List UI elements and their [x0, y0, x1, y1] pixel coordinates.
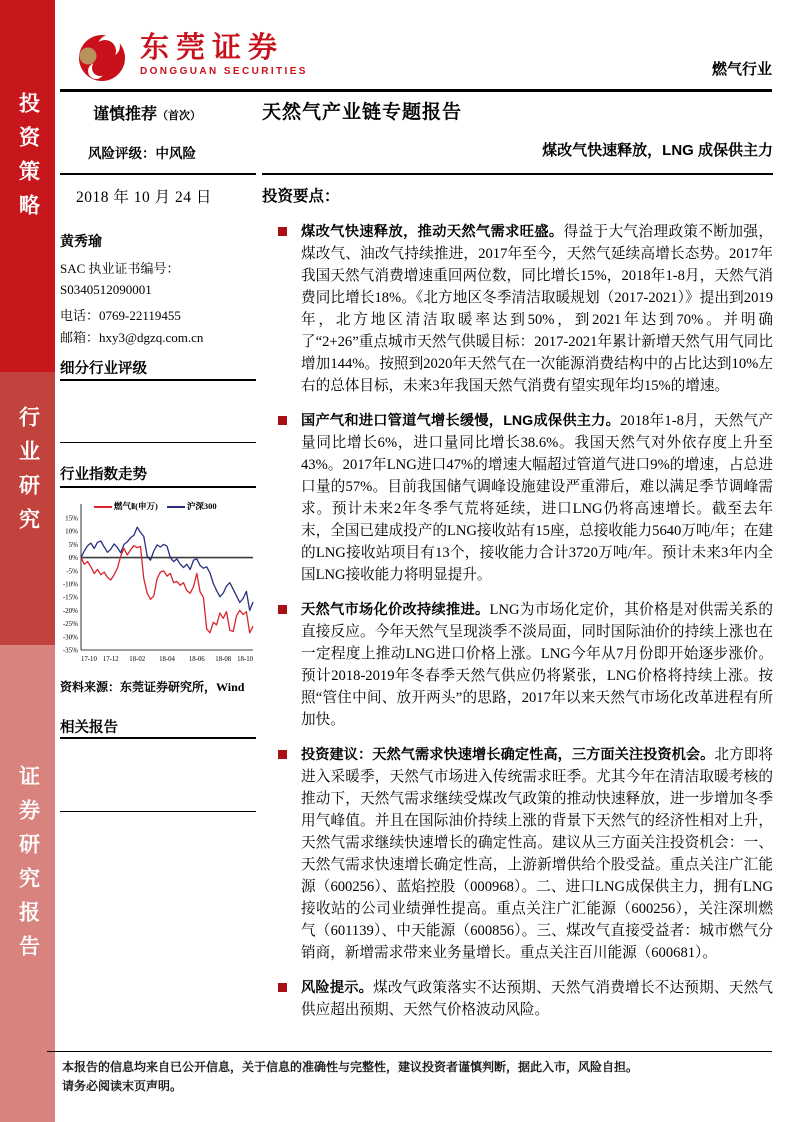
- legend-label-hs300: 沪深300: [186, 501, 217, 511]
- bullet-item: [262, 744, 773, 964]
- svg-text:17-12: 17-12: [102, 656, 119, 663]
- footer-divider: [47, 1051, 772, 1052]
- bullet-text: LNG为市场化定价，其价格是对供需关系的直接反应。今年天然气呈现淡季不淡局面，同时国际油价的持续上涨也在一定程度上推动LNG进口价格上涨。LNG今年从7月份即开始逐步涨价。预计2018-2019年冬春季天然气供应仍将紧张，LNG价格将持续上涨。按照“管住中间、放开两头”的思路，2017年以来天然气市场化改革进程有所加快。: [301, 602, 773, 728]
- bullet-lead: 天然气市场化价改持续推进。: [301, 602, 490, 618]
- svg-text:-30%: -30%: [62, 633, 78, 642]
- bullet-marker: [278, 605, 287, 614]
- legend-item-hs300: [167, 500, 217, 512]
- bullet-lead: 煤改气快速释放，推动天然气需求旺盛。: [301, 224, 564, 240]
- chart-source: 资料来源：东莞证券研究所，Wind: [60, 680, 245, 694]
- disclaimer-line1: 本报告的信息均来自已公开信息，关于信息的准确性与完整性，建议投资者谨慎判断，据此入市，风险自担。: [62, 1060, 639, 1074]
- svg-text:-5%: -5%: [66, 567, 78, 576]
- bullet-lead: 国产气和进口管道气增长缓慢，LNG成保供主力。: [301, 413, 621, 429]
- bullet-text: 得益于大气治理政策不断加强，煤改气、油改气持续推进，2017年至今，天然气延续高增长态势。2017年我国天然气消费增速重回两位数，同比增长15%，2018年1-8月，天然气消费同比增长18%。《北方地区冬季清洁取暖规划（2017-2021）》提出到2019年，北方地区清洁取暖率达到50%，到2021年达到70%。并明确了“2+26”重点城市天然气供暖目标：2017-2021年累计新增天然气用气同比增加144%。按照到2020年天然气在一次能源消费结构中的占比达到10%左右的总体目标，未来3年我国天然气消费有望实现年均15%的增速。: [301, 224, 773, 394]
- bullet-item: [262, 410, 773, 586]
- svg-text:-15%: -15%: [62, 593, 78, 602]
- bullet-text: 煤改气政策落实不达预期、天然气消费增长不达预期、天然气供应超出预期、天然气价格波动风险。: [301, 980, 773, 1018]
- divider: [60, 486, 256, 488]
- divider: [60, 737, 256, 739]
- legend-key-gas: [94, 506, 112, 508]
- header-divider: [60, 89, 772, 92]
- sidebar-segment-strategy: [0, 0, 55, 372]
- legend-label-gas: 燃气Ⅱ(申万): [114, 501, 158, 511]
- chart-legend: [94, 500, 217, 512]
- related-reports-heading: 相关报告: [60, 720, 118, 736]
- divider: [60, 173, 256, 175]
- footer-disclaimer: [62, 1058, 772, 1096]
- bullet-paragraph: [301, 221, 773, 397]
- bullet-marker: [278, 983, 287, 992]
- bullet-paragraph: [301, 977, 773, 1021]
- rating-text: 谨慎推荐: [93, 106, 158, 123]
- divider: [60, 811, 256, 812]
- sub-rating-heading: 细分行业评级: [60, 361, 147, 377]
- industry-index-chart: [60, 492, 256, 674]
- analyst-name: 黄秀瑜: [60, 233, 102, 249]
- bullet-lead: 投资建议：天然气需求快速增长确定性高，三方面关注投资机会。: [301, 747, 715, 763]
- bullet-paragraph: [301, 410, 773, 586]
- report-subtitle: 煤改气快速释放，LNG 成保供主力: [542, 142, 773, 159]
- logo-text-en: DONGGUAN SECURITIES: [140, 66, 308, 77]
- disclaimer-line2: 请务必阅读末页声明。: [62, 1079, 183, 1093]
- svg-text:18-04: 18-04: [159, 656, 175, 663]
- sidebar-label: 行业研究: [16, 406, 40, 542]
- dongguan-securities-logo-icon: [76, 31, 128, 83]
- legend-item-gas: [94, 500, 158, 512]
- bullet-paragraph: [301, 744, 773, 964]
- sidebar-label: 证券研究报告: [16, 765, 40, 969]
- chart-heading: 行业指数走势: [60, 467, 147, 483]
- divider: [60, 442, 256, 443]
- bullet-text: 北方即将进入采暖季，天然气市场进入传统需求旺季。尤其今年在清洁取暖考核的推动下，天然气需求继续受煤改气政策的推动快速释放，进一步增加冬季用气峰值。并且在国际油价持续上涨的背景下天然气的经济性相对上升，天然气需求继续快速增长的确定性高。建议从三方面关注投资机会：一、天然气需求快速增长确定性高，上游新增供给个股受益。重点关注广汇能源（600256）、蓝焰控股（000968）。二、进口LNG成保供主力，拥有LNG接收站的公司业绩弹性提高。重点关注广汇能源（600256），关注深圳燃气（601139）、中天能源（600856）。三、煤改气直接受益者：城市燃气分销商，新增需求带来业务量增长。重点关注百川能源（600681）。: [301, 747, 773, 961]
- analyst-cert-no: S0340512090001: [60, 282, 152, 297]
- stock-rating: [93, 101, 201, 124]
- bullet-item: [262, 221, 773, 397]
- legend-key-hs300: [167, 506, 185, 508]
- bullet-marker: [278, 750, 287, 759]
- divider: [60, 379, 256, 381]
- bullet-item: [262, 977, 773, 1021]
- bullet-item: [262, 599, 773, 731]
- svg-text:-25%: -25%: [62, 620, 78, 629]
- svg-text:17-10: 17-10: [81, 656, 97, 663]
- bullet-text: 2018年1-8月，天然气产量同比增长6%，进口量同比增长38.6%。我国天然气对外依存度上升至43%。2017年LNG进口47%的增速大幅超过管道气进口9%的增速，占总进口量的57%。目前我国储气调峰设施建设严重滞后，难以满足季节调峰需求。预计未来2年冬季气荒将延续，进口LNG仍将高速增长。截至去年末，全国已建成投产的LNG接收站有15座，总接收能力5640万吨/年；在建的LNG接收站项目有13个，接收能力合计3720万吨/年。预计未来3年内全国LNG接收能力将明显提升。: [301, 413, 773, 583]
- risk-rating: 风险评级：中风险: [88, 146, 196, 161]
- svg-text:18-06: 18-06: [188, 656, 205, 663]
- bullet-paragraph: [301, 599, 773, 731]
- report-date: 2018 年 10 月 24 日: [76, 189, 212, 206]
- industry-tag: 燃气行业: [711, 61, 772, 78]
- key-points-heading: 投资要点：: [262, 188, 340, 205]
- divider: [262, 173, 773, 175]
- sidebar-label: 投资策略: [16, 92, 40, 228]
- bullet-lead: 风险提示。: [301, 980, 374, 996]
- svg-text:18-02: 18-02: [129, 656, 146, 663]
- logo-text-cn: 东莞证券: [140, 32, 285, 64]
- svg-text:10%: 10%: [65, 527, 78, 536]
- bullet-marker: [278, 416, 287, 425]
- report-title: 天然气产业链专题报告: [262, 102, 463, 123]
- bullet-marker: [278, 227, 287, 236]
- svg-text:0%: 0%: [68, 554, 78, 563]
- analyst-cert-label: SAC 执业证书编号：: [60, 261, 180, 276]
- svg-text:18-10: 18-10: [237, 656, 253, 663]
- svg-text:-20%: -20%: [62, 606, 78, 615]
- chart-canvas: [60, 492, 256, 674]
- svg-text:-10%: -10%: [62, 580, 78, 589]
- svg-text:15%: 15%: [65, 514, 78, 523]
- svg-text:18-08: 18-08: [215, 656, 232, 663]
- analyst-phone: 电话：0769-22119455: [60, 308, 181, 323]
- rating-note: （首次）: [157, 110, 202, 122]
- company-logo: [76, 31, 308, 83]
- svg-text:-35%: -35%: [62, 646, 78, 655]
- key-points-list: [262, 221, 773, 1021]
- analyst-email: 邮箱：hxy3@dgzq.com.cn: [60, 330, 204, 345]
- svg-text:5%: 5%: [68, 540, 78, 549]
- sidebar-segment-industry: [0, 372, 55, 645]
